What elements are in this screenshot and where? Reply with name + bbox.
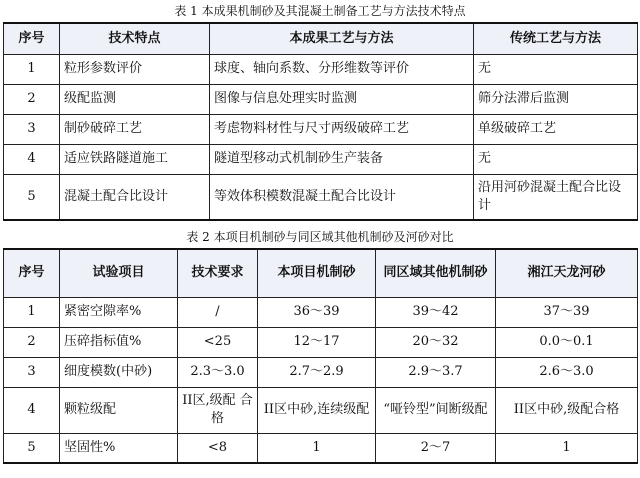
- table-row: [4, 433, 638, 463]
- table-cell: “哑铃型”间断级配: [376, 387, 496, 433]
- table-row: [4, 174, 638, 220]
- table-cell: 2～7: [376, 433, 496, 463]
- table-cell: 适应铁路隧道施工: [60, 144, 210, 174]
- table-row: [4, 54, 638, 84]
- table-cell: 细度模数(中砂): [60, 357, 178, 387]
- table-cell: 36～39: [258, 297, 376, 327]
- table1-header-row: [4, 23, 638, 54]
- table-cell: II区,级配 合格: [178, 387, 258, 433]
- table-row: [4, 387, 638, 433]
- table2-header-cell: 技术要求: [178, 249, 258, 297]
- table-cell: 0.0～0.1: [496, 327, 638, 357]
- table-cell: /: [178, 297, 258, 327]
- table-cell: 3: [4, 357, 60, 387]
- table-cell: 隧道型移动式机制砂生产装备: [210, 144, 474, 174]
- table-row: [4, 327, 638, 357]
- table-cell: 制砂破碎工艺: [60, 114, 210, 144]
- table-row: [4, 144, 638, 174]
- table-cell: 12～17: [258, 327, 376, 357]
- table-cell: II区中砂,级配合格: [496, 387, 638, 433]
- table-cell: 单级破碎工艺: [474, 114, 638, 144]
- table-cell: 1: [496, 433, 638, 463]
- table-cell: 5: [4, 433, 60, 463]
- table-row: [4, 84, 638, 114]
- table-row: [4, 297, 638, 327]
- table-cell: 紧密空隙率%: [60, 297, 178, 327]
- table-cell: 压碎指标值%: [60, 327, 178, 357]
- table-cell: 考虑物料材性与尺寸两级破碎工艺: [210, 114, 474, 144]
- table-cell: 等效体积模数混凝土配合比设计: [210, 174, 474, 220]
- table-cell: 筛分法滞后监测: [474, 84, 638, 114]
- table-row: [4, 114, 638, 144]
- table-cell: 图像与信息处理实时监测: [210, 84, 474, 114]
- table1-caption: 表 1 本成果机制砂及其混凝土制备工艺与方法技术特点: [174, 4, 466, 18]
- table-cell: 5: [4, 174, 60, 220]
- table-cell: 坚固性%: [60, 433, 178, 463]
- table-cell: 2: [4, 327, 60, 357]
- table-cell: 39～42: [376, 297, 496, 327]
- table-cell: <8: [178, 433, 258, 463]
- table2-header-cell: 序号: [4, 249, 60, 297]
- table-cell: 2: [4, 84, 60, 114]
- table-cell: 颗粒级配: [60, 387, 178, 433]
- table-cell: 3: [4, 114, 60, 144]
- table-cell: 2.7～2.9: [258, 357, 376, 387]
- table-cell: 无: [474, 54, 638, 84]
- table-cell: 4: [4, 144, 60, 174]
- table2-header-row: [4, 249, 638, 297]
- table1-header-cell: 技术特点: [60, 23, 210, 54]
- table-cell: 粒形参数评价: [60, 54, 210, 84]
- table-cell: 无: [474, 144, 638, 174]
- table-cell: 级配监测: [60, 84, 210, 114]
- table-cell: 20～32: [376, 327, 496, 357]
- table-cell: 2.3～3.0: [178, 357, 258, 387]
- table-cell: <25: [178, 327, 258, 357]
- table-cell: 1: [4, 54, 60, 84]
- table-cell: 1: [258, 433, 376, 463]
- table2-header-cell: 湘江天龙河砂: [496, 249, 638, 297]
- table1: [3, 22, 638, 221]
- table-row: [4, 357, 638, 387]
- table-cell: 沿用河砂混凝土配合比设计: [474, 174, 638, 220]
- table-cell: 2.6～3.0: [496, 357, 638, 387]
- table-cell: 1: [4, 297, 60, 327]
- table-cell: 4: [4, 387, 60, 433]
- table-cell: II区中砂,连续级配: [258, 387, 376, 433]
- table1-header-cell: 本成果工艺与方法: [210, 23, 474, 54]
- table-cell: 2.9～3.7: [376, 357, 496, 387]
- table-cell: 球度、轴向系数、分形维数等评价: [210, 54, 474, 84]
- table2-header-cell: 本项目机制砂: [258, 249, 376, 297]
- table1-header-cell: 序号: [4, 23, 60, 54]
- table1-header-cell: 传统工艺与方法: [474, 23, 638, 54]
- table2: [3, 248, 638, 464]
- table-cell: 混凝土配合比设计: [60, 174, 210, 220]
- table-cell: 37～39: [496, 297, 638, 327]
- table2-header-cell: 同区域其他机制砂: [376, 249, 496, 297]
- table2-header-cell: 试验项目: [60, 249, 178, 297]
- table2-caption: 表 2 本项目机制砂与同区域其他机制砂及河砂对比: [186, 230, 454, 244]
